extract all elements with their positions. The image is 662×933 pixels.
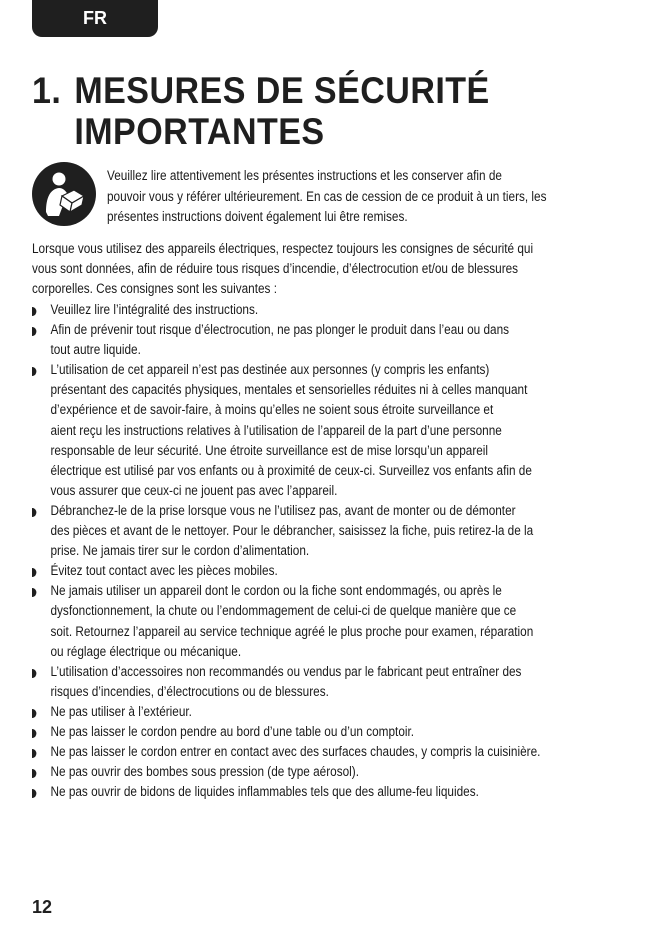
list-item (32, 762, 604, 782)
section-title-line1: MESURES DE SÉCURITÉ (74, 70, 490, 111)
list-item (32, 501, 604, 561)
list-item-line: d’expérience et de savoir-faire, à moins qu’elles ne soient sous étroite surveillance et (50, 402, 494, 418)
list-item (32, 300, 604, 320)
section-number: 1. (32, 70, 62, 111)
intro-line: présentes instructions doivent également lui être remises. (107, 209, 408, 224)
list-item-line: risques d’incendies, d’électrocutions ou de blessures. (50, 683, 329, 699)
list-item-line: Ne jamais utiliser un appareil dont le cordon ou la fiche sont endommagés, ou après le (50, 583, 502, 599)
list-item-line: dysfonctionnement, la chute ou l’endommagement de celui-ci de quelque manière que ce (50, 603, 517, 619)
body-line: corporelles. Ces consignes sont les suivantes : (32, 281, 277, 297)
list-item (32, 702, 604, 722)
list-item-line: Veuillez lire l’intégralité des instructions. (50, 302, 259, 317)
half-circle-bullet-icon (32, 789, 36, 798)
half-circle-bullet-icon (32, 307, 36, 316)
list-item-line: aient reçu les instructions relatives à l’utilisation de l’appareil de la part d’une personne (50, 422, 502, 438)
section-title-line2: IMPORTANTES (74, 111, 325, 152)
list-item (32, 561, 604, 581)
list-item-line: présentant des capacités physiques, mentales et sensorielles réduites ni à celles manquant (50, 382, 528, 398)
list-item (32, 662, 604, 702)
body-line: Lorsque vous utilisez des appareils électriques, respectez toujours les consignes de sécurité qui (32, 241, 534, 256)
list-item (32, 722, 604, 742)
list-item-line: Ne pas laisser le cordon entrer en contact avec des surfaces chaudes, y compris la cuisinière. (50, 744, 541, 760)
read-manual-icon (32, 162, 96, 226)
half-circle-bullet-icon (32, 588, 36, 597)
list-item (32, 782, 604, 802)
intro-line: pouvoir vous y référer ultérieurement. En cas de cession de ce produit à un tiers, les (107, 188, 547, 204)
list-item-line: tout autre liquide. (50, 342, 141, 358)
list-item-line: des pièces et avant de le nettoyer. Pour le débrancher, saisissez la fiche, puis retirez-la de la (50, 523, 534, 539)
section-title (32, 70, 490, 152)
language-tab-label: FR (83, 8, 107, 28)
list-item-line: Ne pas ouvrir des bombes sous pression (de type aérosol). (50, 764, 359, 780)
half-circle-bullet-icon (32, 729, 36, 738)
list-item-line: prise. Ne jamais tirer sur le cordon d’alimentation. (50, 543, 310, 559)
list-item-line: L’utilisation de cet appareil n’est pas destinée aux personnes (y compris les enfants) (50, 362, 490, 378)
half-circle-bullet-icon (32, 367, 36, 376)
page-number: 12 (32, 897, 53, 917)
safety-rules-list (32, 300, 604, 802)
list-item (32, 742, 604, 762)
list-item (32, 360, 604, 501)
list-item-line: vous assurer que ceux-ci ne jouent pas avec l’appareil. (50, 482, 338, 498)
list-item-line: Évitez tout contact avec les pièces mobiles. (50, 563, 278, 579)
list-item-line: Afin de prévenir tout risque d’électrocution, ne pas plonger le produit dans l’eau ou dans (50, 322, 510, 338)
half-circle-bullet-icon (32, 568, 36, 577)
list-item-line: soit. Retournez l’appareil au service technique agréé le plus proche pour examen, réparation (50, 623, 534, 639)
list-item (32, 581, 604, 661)
list-item-line: responsable de leur sécurité. Une étroite surveillance est de mise lorsqu’un appareil (50, 442, 489, 458)
body-paragraph (32, 239, 600, 299)
half-circle-bullet-icon (32, 669, 36, 678)
list-item-line: Ne pas ouvrir de bidons de liquides inflammables tels que des allume-feu liquides. (50, 784, 479, 800)
list-item-line: L’utilisation d’accessoires non recommandés ou vendus par le fabricant peut entraîner des (50, 663, 522, 679)
half-circle-bullet-icon (32, 769, 36, 778)
half-circle-bullet-icon (32, 709, 36, 718)
list-item (32, 320, 604, 360)
list-item-line: Ne pas utiliser à l’extérieur. (50, 703, 192, 719)
language-tab (32, 0, 158, 37)
half-circle-bullet-icon (32, 749, 36, 758)
intro-line: Veuillez lire attentivement les présentes instructions et les conserver afin de (107, 168, 502, 183)
half-circle-bullet-icon (32, 327, 36, 336)
list-item-line: électrique est utilisé par vos enfants ou à proximité de ceux-ci. Surveillez vos enfants afin de (50, 462, 532, 478)
list-item-line: ou réglage électrique ou mécanique. (50, 643, 242, 659)
intro-paragraph (107, 166, 609, 228)
body-line: vous sont données, afin de réduire tous risques d’incendie, d’électrocution et/ou de blessures (32, 261, 519, 277)
list-item-line: Ne pas laisser le cordon pendre au bord d’une table ou d’un comptoir. (50, 723, 415, 739)
list-item-line: Débranchez-le de la prise lorsque vous ne l’utilisez pas, avant de monter ou de démonter (50, 502, 516, 518)
half-circle-bullet-icon (32, 508, 36, 517)
